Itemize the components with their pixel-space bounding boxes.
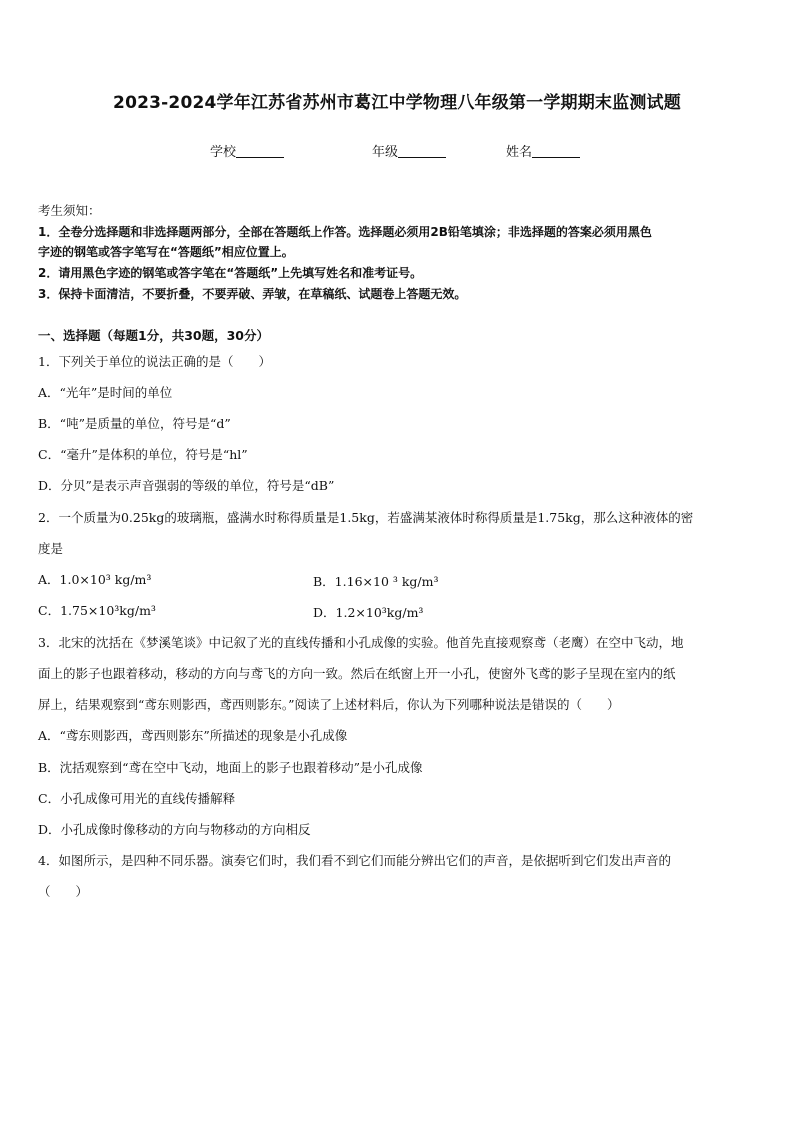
q1-option-d: D．分贝”是表示声音强弱的等级的单位，符号是“dB”	[38, 478, 335, 493]
q1-option-b: B．“吨”是质量的单位，符号是“d”	[38, 416, 231, 431]
notice-item-1: 1．全卷分选择题和非选择题两部分，全部在答题纸上作答。选择题必须用2B铅笔填涂；非选择题的答案必须用黑色	[38, 225, 652, 239]
q2-option-d: D．1.2×10³kg/m³	[313, 605, 424, 620]
q3-option-b: B．沈括观察到“鸢在空中飞动，地面上的影子也跟着移动”是小孔成像	[38, 760, 423, 775]
grade-field	[372, 141, 446, 160]
q1-option-c: C．“毫升”是体积的单位，符号是“hl”	[38, 447, 248, 462]
q2-stem-line2: 度是	[38, 541, 64, 556]
q4-stem-line1: 4．如图所示，是四种不同乐器。演奏它们时，我们看不到它们而能分辨出它们的声音，是依据听到它们发出声音的	[38, 853, 671, 868]
notice-item-1-cont: 字迹的钢笔或答字笔写在“答题纸”相应位置上。	[38, 245, 294, 259]
name-label: 姓名	[506, 145, 533, 160]
q2-option-c: C．1.75×10³kg/m³	[38, 603, 156, 618]
q3-option-c: C．小孔成像可用光的直线传播解释	[38, 791, 236, 806]
q2-option-a: A．1.0×10³ kg/m³	[38, 572, 152, 587]
q3-stem-line1: 3．北宋的沈括在《梦溪笔谈》中记叙了光的直线传播和小孔成像的实验。他首先直接观察鸢（老鹰）在空中飞动，地	[38, 635, 684, 650]
school-blank	[236, 145, 284, 158]
q1-option-a: A．“光年”是时间的单位	[38, 385, 173, 400]
notice-heading: 考生须知：	[38, 203, 101, 218]
school-field	[210, 141, 284, 160]
notice-item-2: 2．请用黑色字迹的钢笔或答字笔在“答题纸”上先填写姓名和准考证号。	[38, 266, 423, 280]
name-blank	[532, 145, 580, 158]
name-field	[506, 141, 580, 160]
notice-item-3: 3．保持卡面清洁，不要折叠，不要弄破、弄皱，在草稿纸、试题卷上答题无效。	[38, 287, 467, 301]
q1-stem: 1．下列关于单位的说法正确的是（ ）	[38, 354, 271, 369]
section-heading: 一、选择题（每题1分，共30题，30分）	[38, 328, 269, 343]
page-title: 2023-2024学年江苏省苏州市葛江中学物理八年级第一学期期末监测试题	[113, 93, 681, 113]
q2-option-b: B．1.16×10 ³ kg/m³	[313, 574, 439, 589]
q3-stem-line2: 面上的影子也跟着移动，移动的方向与鸢飞的方向一致。然后在纸窗上开一小孔，使窗外飞鸢的影子呈现在室内的纸	[38, 666, 676, 681]
grade-label: 年级	[372, 145, 399, 160]
q2-stem-line1: 2．一个质量为0.25kg的玻璃瓶，盛满水时称得质量是1.5kg，若盛满某液体时称得质量是1.75kg，那么这种液体的密	[38, 510, 694, 525]
q4-stem-line2: （ ）	[38, 884, 89, 899]
school-label: 学校	[210, 145, 237, 160]
q3-option-d: D．小孔成像时像移动的方向与物移动的方向相反	[38, 822, 311, 837]
q3-option-a: A．“鸢东则影西，鸢西则影东”所描述的现象是小孔成像	[38, 728, 348, 743]
q3-stem-line3: 屏上，结果观察到“鸢东则影西，鸢西则影东。”阅读了上述材料后，你认为下列哪种说法是错误的（ ）	[38, 697, 620, 712]
grade-blank	[398, 145, 446, 158]
